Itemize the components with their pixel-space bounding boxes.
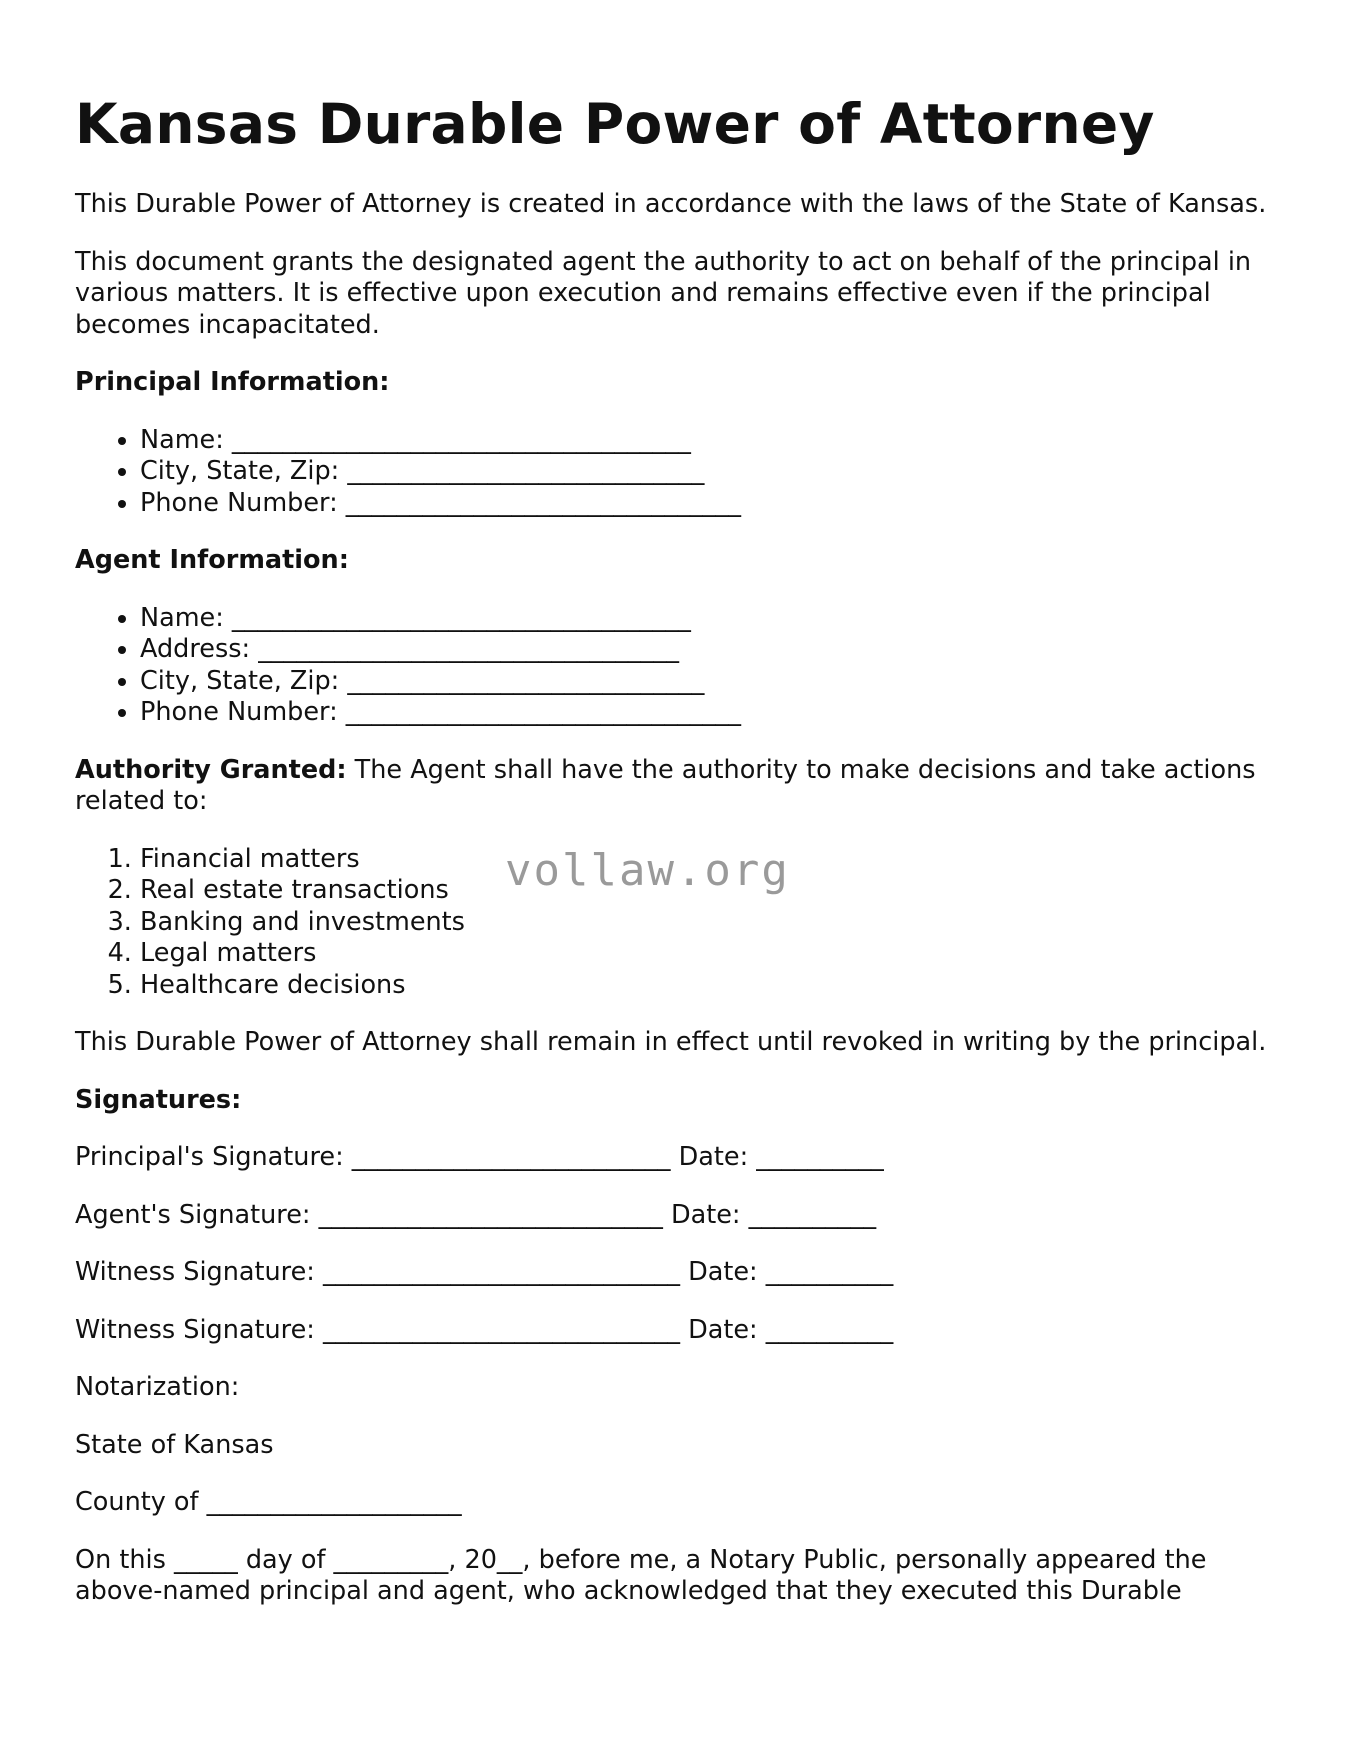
principal-info-heading: Principal Information: — [75, 367, 390, 397]
authority-item: 1. Financial matters — [140, 844, 1275, 876]
revocation-paragraph: This Durable Power of Attorney shall remain in effect until revoked in writing by the principal. — [75, 1027, 1267, 1057]
notarization-heading: Notarization: — [75, 1372, 240, 1402]
agent-signature-line: Agent's Signature: ___________________________ Date: __________ — [75, 1199, 877, 1230]
authority-item: 3. Banking and investments — [140, 907, 1275, 939]
agent-address-field: • Address: _________________________________ — [140, 634, 1275, 666]
authority-item: 4. Legal matters — [140, 938, 1275, 970]
intro-paragraph-2: This document grants the designated agent the authority to act on behalf of the principal in various matters. It is effective upon execution and remains effective even if the principal becomes incapacitated. — [75, 246, 1252, 340]
signatures-heading: Signatures: — [75, 1084, 242, 1115]
authority-paragraph — [75, 755, 1275, 818]
agent-name-field: • Name: ____________________________________ — [140, 603, 1275, 635]
principal-info-list — [75, 425, 1275, 520]
authority-text: The Agent shall have the authority to make decisions and take actions related to: — [75, 754, 1256, 816]
witness-signature-line-2: Witness Signature: ____________________________ Date: __________ — [75, 1314, 894, 1345]
authority-item: 5. Healthcare decisions — [140, 970, 1275, 1002]
witness-signature-line-1: Witness Signature: ____________________________ Date: __________ — [75, 1257, 894, 1287]
authority-heading: Authority Granted: — [75, 754, 347, 785]
notarization-state: State of Kansas — [75, 1429, 274, 1460]
intro-paragraph-1: This Durable Power of Attorney is created in accordance with the laws of the State of Kansas. — [75, 189, 1267, 219]
agent-info-heading: Agent Information: — [75, 545, 349, 575]
notarization-county: County of ____________________ — [75, 1487, 462, 1517]
agent-phone-field: • Phone Number: _______________________________ — [140, 697, 1275, 729]
authority-item: 2. Real estate transactions — [140, 875, 1275, 907]
agent-info-list — [75, 603, 1275, 729]
principal-phone-field: • Phone Number: _______________________________ — [140, 488, 1275, 520]
watermark: vollaw.org — [505, 845, 790, 896]
notarization-statement: On this _____ day of _________, 20__, before me, a Notary Public, personally appeared the above-named principal and agent, who acknowledged that they executed this Durable — [75, 1544, 1207, 1606]
document-title: Kansas Durable Power of Attorney — [75, 92, 1155, 156]
principal-city-state-zip-field: • City, State, Zip: ____________________________ — [140, 456, 1275, 488]
agent-city-state-zip-field: • City, State, Zip: ____________________________ — [140, 666, 1275, 698]
principal-name-field: • Name: ____________________________________ — [140, 425, 1275, 457]
principal-signature-line: Principal's Signature: _________________________ Date: __________ — [75, 1142, 884, 1172]
